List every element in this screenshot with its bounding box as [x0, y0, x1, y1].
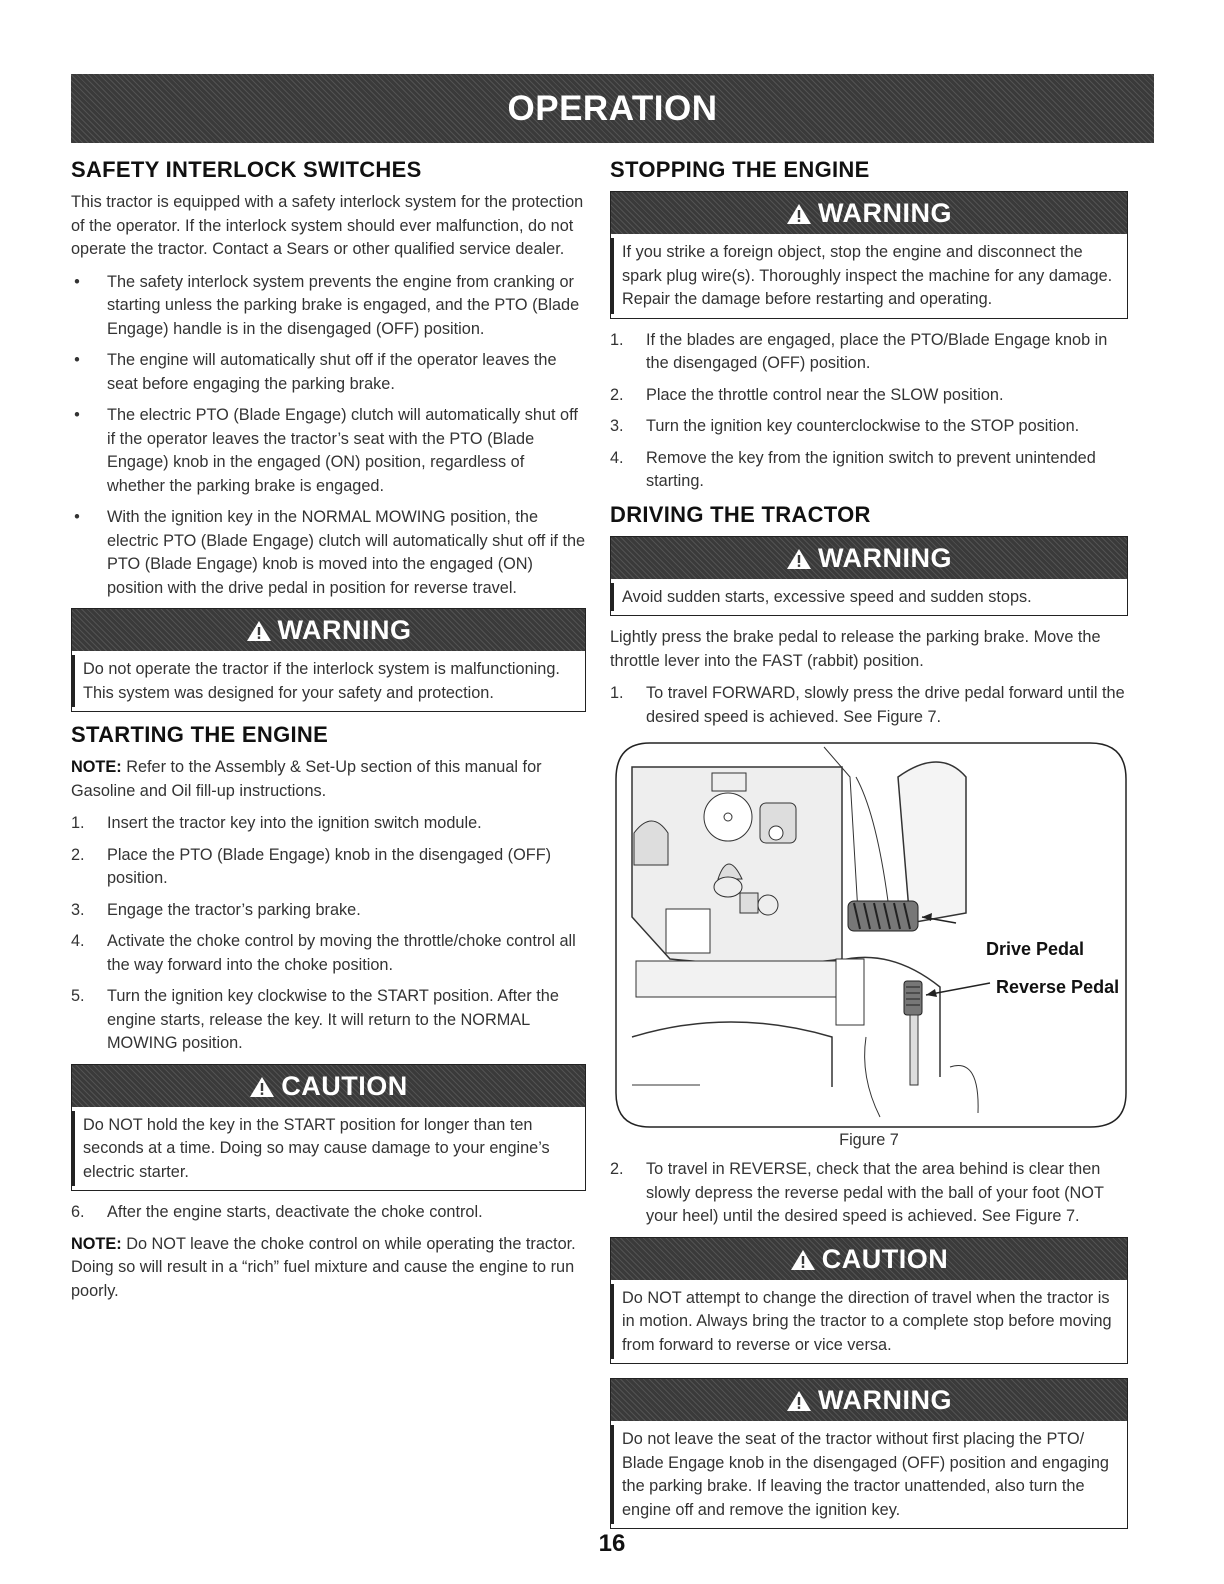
right-column — [610, 155, 1128, 1539]
warning-text: Avoid sudden starts, excessive speed and sudden stops. — [611, 583, 1127, 612]
driving-intro: Lightly press the brake pedal to release the parking brake. Move the throttle lever into the FAST (rabbit) position. — [610, 628, 1101, 670]
list-item — [610, 447, 1128, 494]
note-label: NOTE: — [71, 1234, 122, 1253]
list-item — [610, 682, 1128, 729]
step-text: Turn the ignition key clockwise to the START position. After the engine starts, release the key. It will return to the NORMAL MOWING position. — [107, 987, 559, 1052]
list-item — [71, 899, 586, 923]
stopping-steps — [610, 329, 1128, 494]
step-number: 6. — [71, 1203, 85, 1221]
driving-warning-box — [610, 536, 1128, 617]
warning-triangle-icon — [786, 548, 812, 570]
step-number: 3. — [71, 900, 85, 919]
step-number: 1. — [610, 330, 624, 349]
step-number: 2. — [610, 1160, 624, 1178]
bullet-text: The safety interlock system prevents the engine from cranking or starting unless the parking brake is engaged, and the PTO (Blade Engage) handle is in the disengaged (OFF) position. — [107, 272, 580, 338]
list-item — [71, 1201, 586, 1225]
warning-header — [72, 609, 585, 651]
list-item — [71, 844, 586, 891]
caution-header — [611, 1238, 1127, 1280]
warning-triangle-icon — [249, 1076, 275, 1098]
left-column — [71, 155, 586, 1312]
list-item — [610, 1158, 1128, 1229]
step-text: To travel in REVERSE, check that the area behind is clear then slowly depress the reverse pedal with the ball of your foot (NOT your heel) until the desired speed is achieved. See Figure 7. — [646, 1160, 1104, 1225]
driving-steps — [610, 682, 1128, 729]
interlock-bullets — [71, 271, 586, 601]
step-text: If the blades are engaged, place the PTO/Blade Engage knob in the disengaged (OFF) position. — [646, 330, 1108, 372]
step-text: Turn the ignition key counterclockwise to the STOP position. — [646, 417, 1080, 435]
step-text: Place the PTO (Blade Engage) knob in the disengaged (OFF) position. — [107, 845, 552, 887]
list-item — [71, 349, 586, 396]
warning-triangle-icon — [786, 1390, 812, 1412]
warning-title: WARNING — [818, 1385, 952, 1415]
reverse-pedal-label: Reverse Pedal — [996, 977, 1120, 997]
heading-safety-interlock: SAFETY INTERLOCK SWITCHES — [71, 157, 422, 182]
caution-title: CAUTION — [821, 1243, 949, 1274]
drive-pedal-label: Drive Pedal — [986, 939, 1085, 959]
note-text: Do NOT leave the choke control on while operating the tractor. Doing so will result in a “rich” fuel mixture and cause the engine to run poorly. — [71, 1234, 576, 1300]
starting-note — [71, 756, 586, 803]
step-number: 4. — [71, 932, 85, 950]
warning-text: Do not leave the seat of the tractor without first placing the PTO/ Blade Engage knob in the disengaged (OFF) position and engaging the parking brake. If leaving the tractor unattended, also turn the engine off and remove the ignition key. — [611, 1425, 1127, 1524]
list-item — [610, 415, 1128, 439]
caution-header — [72, 1065, 585, 1107]
heading-starting-engine: STARTING THE ENGINE — [71, 722, 329, 747]
list-item — [610, 329, 1128, 376]
caution-text: Do NOT hold the key in the START position for longer than ten seconds at a time. Doing so may cause damage to your engine’s electric starter. — [72, 1111, 585, 1187]
starting-steps-cont — [71, 1201, 586, 1225]
figure-7-pedals — [610, 737, 1128, 1129]
warning-title: WARNING — [818, 542, 952, 573]
list-item — [71, 985, 586, 1056]
step-text: Insert the tractor key into the ignition switch module. — [107, 814, 482, 832]
warning-title: WARNING — [818, 198, 952, 228]
driving-caution-box — [610, 1237, 1128, 1365]
step-text: Engage the tractor’s parking brake. — [107, 900, 361, 919]
starting-caution-box — [71, 1064, 586, 1192]
list-item — [71, 271, 586, 342]
heading-stopping-engine: STOPPING THE ENGINE — [610, 157, 870, 182]
leaving-seat-warning-box — [610, 1378, 1128, 1529]
bullet-text: With the ignition key in the NORMAL MOWING position, the electric PTO (Blade Engage) clutch will automatically shut off if the PTO (Blade Engage) knob is moved into the engaged (ON) position with the drive pedal in position for reverse travel. — [107, 508, 586, 597]
step-number: 4. — [610, 448, 624, 467]
list-item — [71, 404, 586, 498]
step-number: 1. — [71, 814, 85, 832]
warning-header — [611, 1379, 1127, 1421]
choke-note — [71, 1233, 586, 1304]
warning-header — [611, 537, 1127, 579]
tractor-pedal-illustration — [610, 737, 1128, 1129]
step-text: Place the throttle control near the SLOW position. — [646, 385, 1004, 404]
warning-triangle-icon — [786, 203, 812, 225]
interlock-intro: This tractor is equipped with a safety interlock system for the protection of the operator. If the interlock system should ever malfunction, do not operate the tractor. Contact a Sears or other qualified service dealer. — [71, 193, 584, 258]
heading-driving-tractor: DRIVING THE TRACTOR — [610, 501, 871, 527]
step-text: Remove the key from the ignition switch to prevent unintended starting. — [646, 448, 1096, 490]
bullet-mark: • — [74, 272, 80, 291]
stopping-warning-box — [610, 191, 1128, 319]
note-text: Refer to the Assembly & Set-Up section of this manual for Gasoline and Oil fill-up instructions. — [71, 758, 542, 800]
step-number: 1. — [610, 684, 624, 702]
step-number: 5. — [71, 987, 85, 1005]
warning-text: Do not operate the tractor if the interlock system is malfunctioning. This system was designed for your safety and protection. — [72, 655, 585, 707]
list-item — [71, 506, 586, 600]
driving-steps-cont — [610, 1158, 1128, 1229]
list-item — [71, 812, 586, 836]
list-item — [71, 930, 586, 977]
bullet-text: The engine will automatically shut off if the operator leaves the seat before engaging the parking brake. — [107, 351, 557, 393]
step-number: 3. — [610, 417, 624, 435]
warning-text: If you strike a foreign object, stop the engine and disconnect the spark plug wire(s). Thoroughly inspect the machine for any damage. Repair the damage before restarting and operating. — [611, 238, 1127, 314]
figure-caption: Figure 7 — [839, 1131, 899, 1149]
warning-title: WARNING — [277, 615, 412, 645]
bullet-mark: • — [74, 508, 80, 526]
bullet-text: The electric PTO (Blade Engage) clutch will automatically shut off if the operator leaves the tractor’s seat with the PTO (Blade Engage) knob in the engaged (ON) position, regardless of whether the parking brake is engaged. — [107, 406, 578, 495]
warning-triangle-icon — [790, 1249, 816, 1271]
drive-pedal-shape — [848, 901, 918, 931]
list-item — [610, 384, 1128, 408]
step-text: After the engine starts, deactivate the choke control. — [107, 1203, 483, 1221]
caution-title: CAUTION — [281, 1070, 408, 1101]
step-text: Activate the choke control by moving the throttle/choke control all the way forward into the choke position. — [107, 932, 576, 974]
step-text: To travel FORWARD, slowly press the drive pedal forward until the desired speed is achieved. See Figure 7. — [646, 684, 1125, 726]
caution-text: Do NOT attempt to change the direction of travel when the tractor is in motion. Always bring the tractor to a complete stop before moving from forward to reverse or vice versa. — [611, 1284, 1127, 1360]
warning-triangle-icon — [246, 620, 272, 642]
note-label: NOTE: — [71, 758, 122, 776]
step-number: 2. — [610, 385, 624, 404]
bullet-mark: • — [74, 351, 80, 369]
bullet-mark: • — [74, 406, 80, 424]
warning-header — [611, 192, 1127, 234]
section-banner: OPERATION — [71, 74, 1154, 143]
step-number: 2. — [71, 845, 85, 864]
interlock-warning-box — [71, 608, 586, 712]
starting-steps — [71, 812, 586, 1056]
page-number: 16 — [598, 1530, 626, 1557]
